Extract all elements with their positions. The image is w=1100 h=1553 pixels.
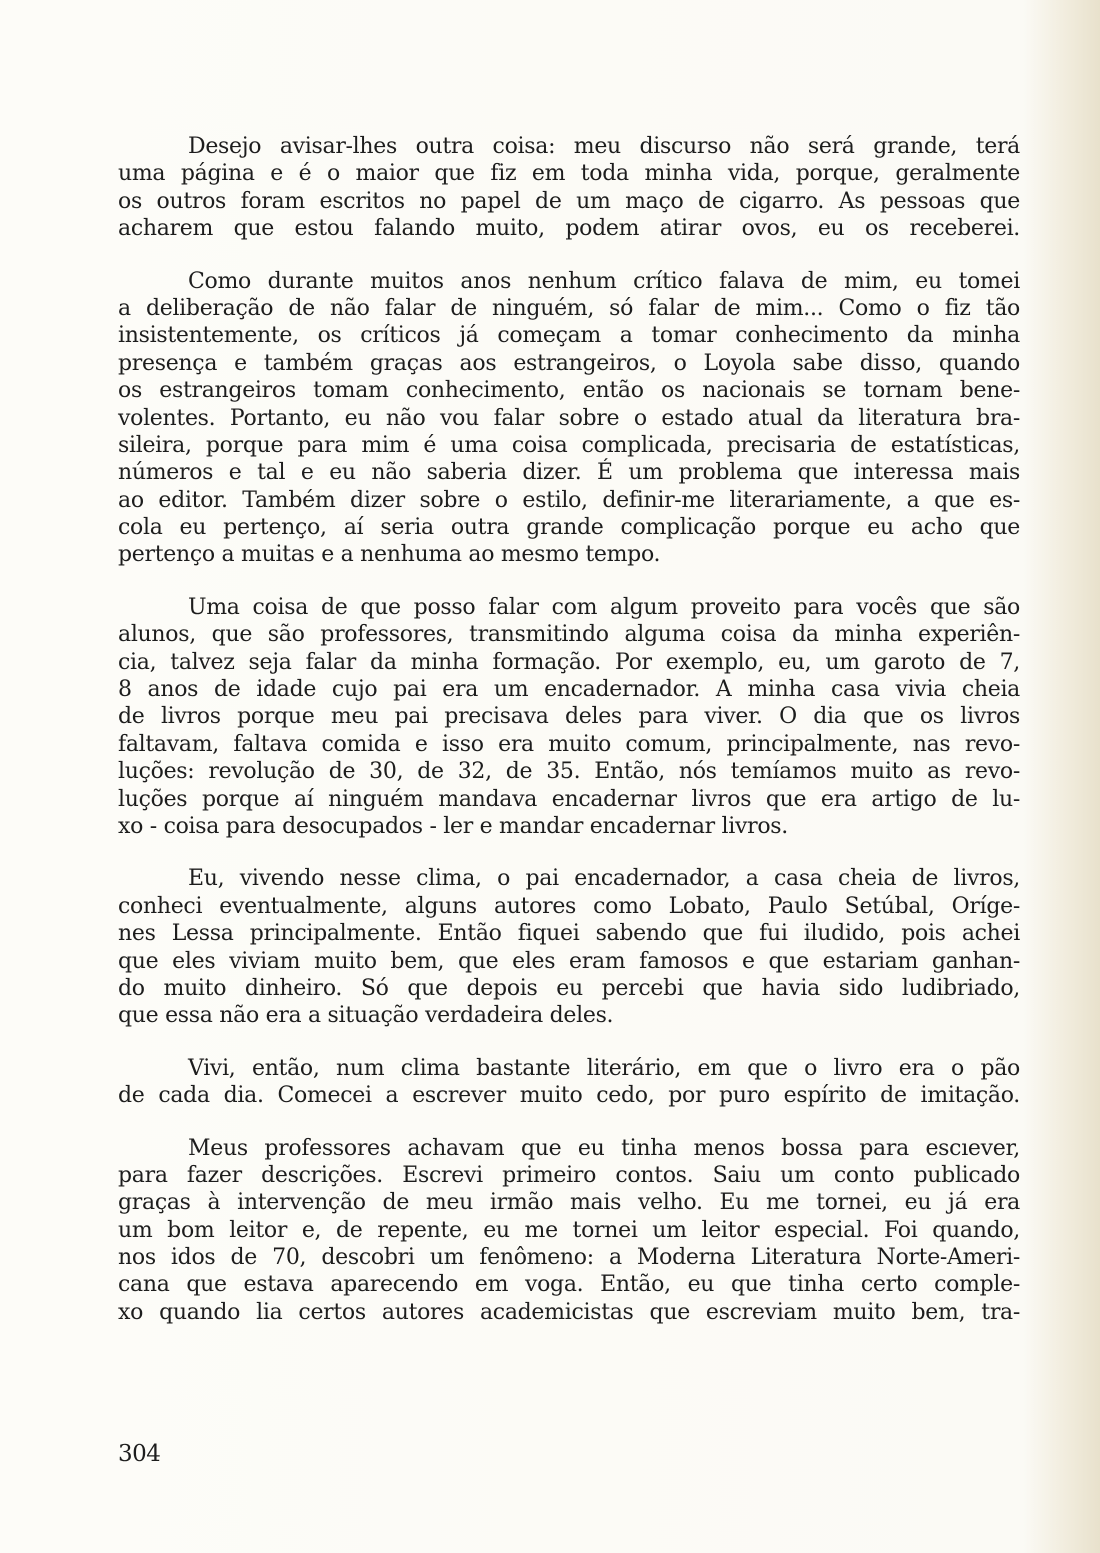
text-line: luções: revolução de 30, de 32, de 35. Então, nós temíamos muito as revo-: [118, 759, 1020, 785]
paragraph-1: [118, 133, 1020, 243]
text-line: os outros foram escritos no papel de um maço de cigarro. As pessoas que: [118, 188, 1020, 214]
paragraph-6: [118, 1135, 1020, 1327]
text-line: acharem que estou falando muito, podem atirar ovos, eu os receberei.: [118, 216, 1020, 242]
text-line: Como durante muitos anos nenhum crítico falava de mim, eu tomei: [188, 268, 1020, 294]
text-line: cola eu pertenço, aí seria outra grande complicação porque eu acho que: [118, 515, 1020, 541]
text-line: nes Lessa principalmente. Então fiquei sabendo que fui iludido, pois achei: [118, 921, 1020, 947]
text-line: ao editor. Também dizer sobre o estilo, definir-me literariamente, a que es-: [118, 487, 1020, 513]
paragraph-4: [118, 865, 1020, 1029]
text-line: números e tal e eu não saberia dizer. É um problema que interessa mais: [118, 460, 1020, 486]
text-line: um bom leitor e, de repente, eu me tornei um leitor especial. Foi quando,: [118, 1217, 1020, 1243]
text-line: Uma coisa de que posso falar com algum proveito para vocês que são: [188, 594, 1020, 620]
text-line: a deliberação de não falar de ninguém, só falar de mim... Como o fiz tão: [118, 295, 1020, 321]
text-line: alunos, que são professores, transmitindo alguma coisa da minha experiên-: [118, 622, 1020, 648]
text-line: volentes. Portanto, eu não vou falar sobre o estado atual da literatura bra-: [118, 405, 1020, 431]
body-text: [118, 133, 1020, 1351]
text-line: pertenço a muitas e a nenhuma ao mesmo tempo.: [118, 542, 661, 568]
text-line: 8 anos de idade cujo pai era um encadernador. A minha casa vivia cheia: [118, 677, 1020, 703]
text-line: que essa não era a situação verdadeira deles.: [118, 1003, 614, 1029]
text-line: luções porque aí ninguém mandava encadernar livros que era artigo de lu-: [118, 786, 1020, 812]
page-number: 304: [118, 1441, 161, 1467]
text-line: nos idos de 70, descobri um fenômeno: a Moderna Literatura Norte-Ameri-: [118, 1245, 1020, 1271]
text-line: xo quando lia certos autores academicistas que escreviam muito bem, tra-: [118, 1299, 1020, 1325]
text-line: Eu, vivendo nesse clima, o pai encadernador, a casa cheia de livros,: [188, 866, 1020, 892]
text-line: do muito dinheiro. Só que depois eu percebi que havia sido ludibriado,: [118, 975, 1020, 1001]
text-line: Meus professores achavam que eu tinha menos bossa para escıever,: [188, 1135, 1020, 1161]
paragraph-3: [118, 594, 1020, 841]
text-line: cana que estava aparecendo em voga. Então, eu que tinha certo comple-: [118, 1272, 1020, 1298]
text-line: para fazer descrições. Escrevi primeiro contos. Saiu um conto publicado: [118, 1162, 1020, 1188]
text-line: xo - coisa para desocupados - ler e mandar encadernar livros.: [118, 813, 788, 839]
text-line: insistentemente, os críticos já começam a tomar conhecimento da minha: [118, 323, 1020, 349]
paragraph-2: [118, 268, 1020, 569]
text-line: sileira, porque para mim é uma coisa complicada, precisaria de estatísticas,: [118, 432, 1020, 458]
text-line: de livros porque meu pai precisava deles para viver. O dia que os livros: [118, 704, 1020, 730]
text-line: presença e também graças aos estrangeiros, o Loyola sabe disso, quando: [118, 350, 1020, 376]
text-line: conheci eventualmente, alguns autores como Lobato, Paulo Setúbal, Oríge-: [118, 893, 1020, 919]
text-line: graças à intervenção de meu irmão mais velho. Eu me tornei, eu já era: [118, 1190, 1020, 1216]
text-line: faltavam, faltava comida e isso era muito comum, principalmente, nas revo-: [118, 731, 1020, 757]
text-line: Vivi, então, num clima bastante literário, em que o livro era o pão: [188, 1055, 1020, 1081]
paragraph-5: [118, 1055, 1020, 1110]
text-line: uma página e é o maior que fiz em toda minha vida, porque, geralmente: [118, 161, 1020, 187]
text-line: os estrangeiros tomam conhecimento, então os nacionais se tornam bene-: [118, 378, 1020, 404]
text-line: cia, talvez seja falar da minha formação. Por exemplo, eu, um garoto de 7,: [118, 649, 1020, 675]
text-line: Desejo avisar-lhes outra coisa: meu discurso não será grande, terá: [188, 134, 1020, 159]
text-line: que eles viviam muito bem, que eles eram famosos e que estariam ganhan-: [118, 948, 1020, 974]
text-line: de cada dia. Comecei a escrever muito cedo, por puro espírito de imitação.: [118, 1083, 1020, 1109]
